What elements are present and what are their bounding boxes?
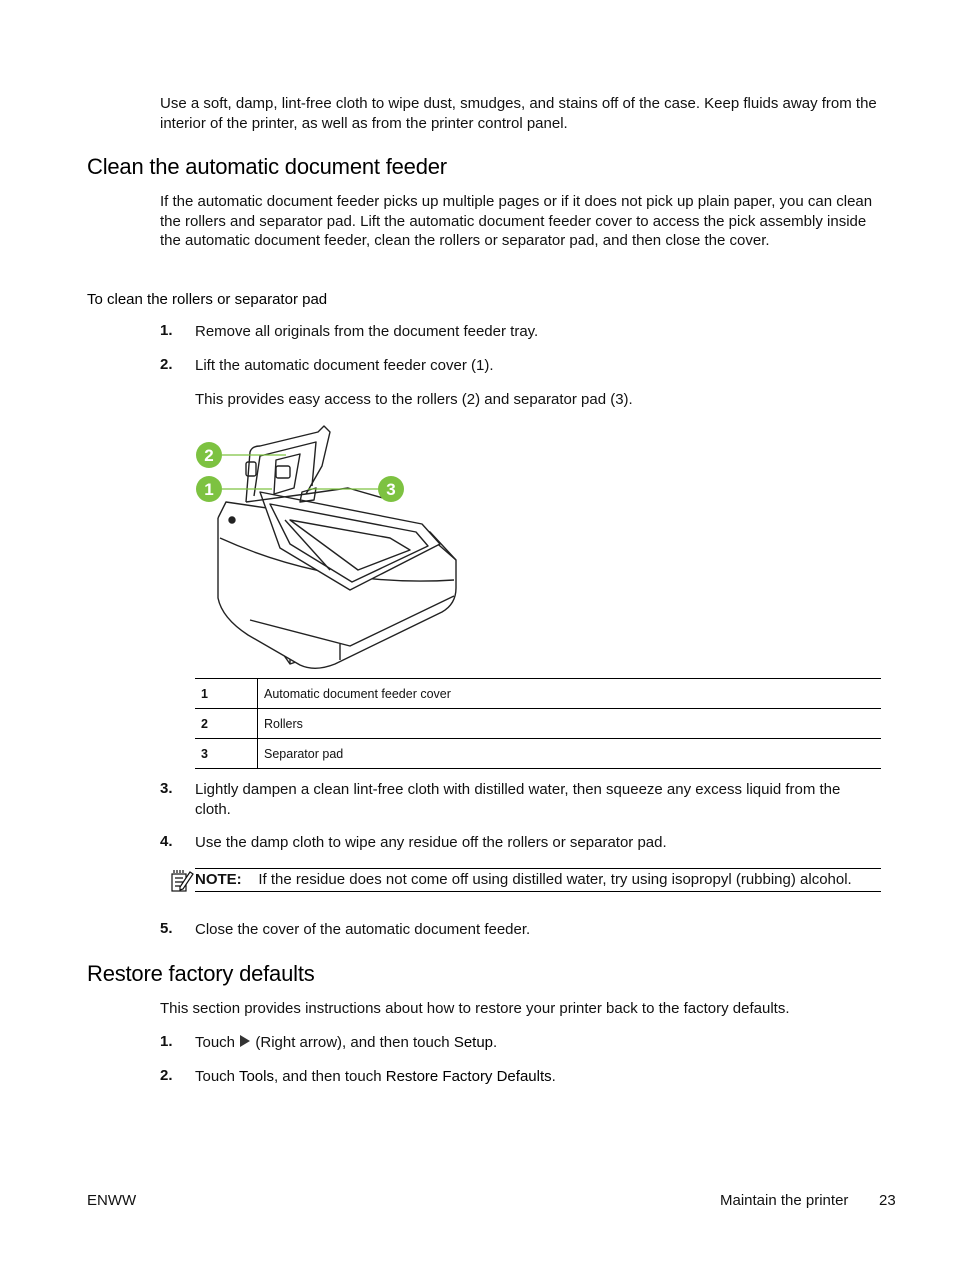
callout-label: 1 — [204, 480, 214, 499]
legend-table — [195, 678, 881, 769]
legend-number: 1 — [195, 679, 258, 709]
footer-section-name: Maintain the printer — [720, 1192, 849, 1209]
step-number: 2. — [160, 356, 173, 373]
section-heading-clean-adf: Clean the automatic document feeder — [87, 154, 447, 179]
adf-illustration — [190, 420, 470, 675]
legend-number: 2 — [195, 709, 258, 739]
procedure-heading: To clean the rollers or separator pad — [87, 291, 328, 308]
section-body-restore-defaults: This section provides instructions about how to restore your printer back to the factory defaults. — [160, 1000, 790, 1017]
step-text-pre: Touch — [195, 1068, 236, 1085]
step-text: Remove all originals from the document feeder tray. — [195, 323, 539, 340]
step-number: 2. — [160, 1067, 173, 1084]
section-heading-restore-defaults: Restore factory defaults — [87, 961, 315, 986]
step-text-mid: (Right arrow), and then touch — [255, 1034, 450, 1051]
ui-term-restore-factory-defaults: Restore Factory Defaults — [385, 1068, 552, 1085]
intro-paragraph: Use a soft, damp, lint-free cloth to wipe dust, smudges, and stains off of the case. Keep fluids away from the interior of the printer, as well as from the printer control panel. — [160, 95, 877, 132]
callout-label: 3 — [386, 480, 396, 499]
table-row — [195, 709, 881, 739]
step-number: 4. — [160, 833, 173, 850]
step-subtext: This provides easy access to the rollers (2) and separator pad (3). — [195, 391, 633, 408]
page-number: 23 — [879, 1192, 896, 1209]
note-label: NOTE: — [195, 871, 242, 888]
step-text-mid: , and then touch — [273, 1068, 382, 1085]
legend-label: Automatic document feeder cover — [258, 679, 882, 709]
step-number: 3. — [160, 780, 173, 797]
step-text: Lift the automatic document feeder cover (1). — [195, 357, 494, 374]
step-text: Lightly dampen a clean lint-free cloth with distilled water, then squeeze any excess liquid from the cloth. — [195, 781, 841, 818]
callout-badge — [378, 476, 404, 502]
step-text — [195, 1033, 497, 1053]
note-text: If the residue does not come off using distilled water, try using isopropyl (rubbing) alcohol. — [258, 871, 852, 888]
right-arrow-icon — [239, 1034, 251, 1048]
step-number: 1. — [160, 322, 173, 339]
step-text-post: . — [551, 1068, 556, 1085]
step-number: 1. — [160, 1033, 173, 1050]
legend-number: 3 — [195, 739, 258, 769]
callout-badge — [196, 442, 222, 468]
ui-term-tools: Tools — [238, 1068, 274, 1085]
legend-label: Rollers — [258, 709, 882, 739]
step-number: 5. — [160, 920, 173, 937]
step-text-post: . — [493, 1034, 498, 1051]
footer-left: ENWW — [87, 1192, 137, 1209]
step-text-pre: Touch — [195, 1034, 236, 1051]
ui-term-setup: Setup — [453, 1034, 494, 1051]
step-text — [195, 1067, 556, 1087]
note-box — [195, 868, 881, 892]
legend-label: Separator pad — [258, 739, 882, 769]
note-icon — [170, 869, 194, 893]
step-text: Use the damp cloth to wipe any residue off the rollers or separator pad. — [195, 834, 667, 851]
callout-label: 2 — [204, 446, 214, 465]
section-body-clean-adf: If the automatic document feeder picks up multiple pages or if it does not pick up plain paper, you can clean the rollers and separator pad. Lift the automatic document feeder cover to access the pick assembly inside the automatic document feeder, clean the rollers or separator pad, and then close the cover. — [160, 193, 873, 249]
table-row — [195, 739, 881, 769]
step-text: Close the cover of the automatic document feeder. — [195, 921, 531, 938]
table-row — [195, 679, 881, 709]
callout-badge — [196, 476, 222, 502]
